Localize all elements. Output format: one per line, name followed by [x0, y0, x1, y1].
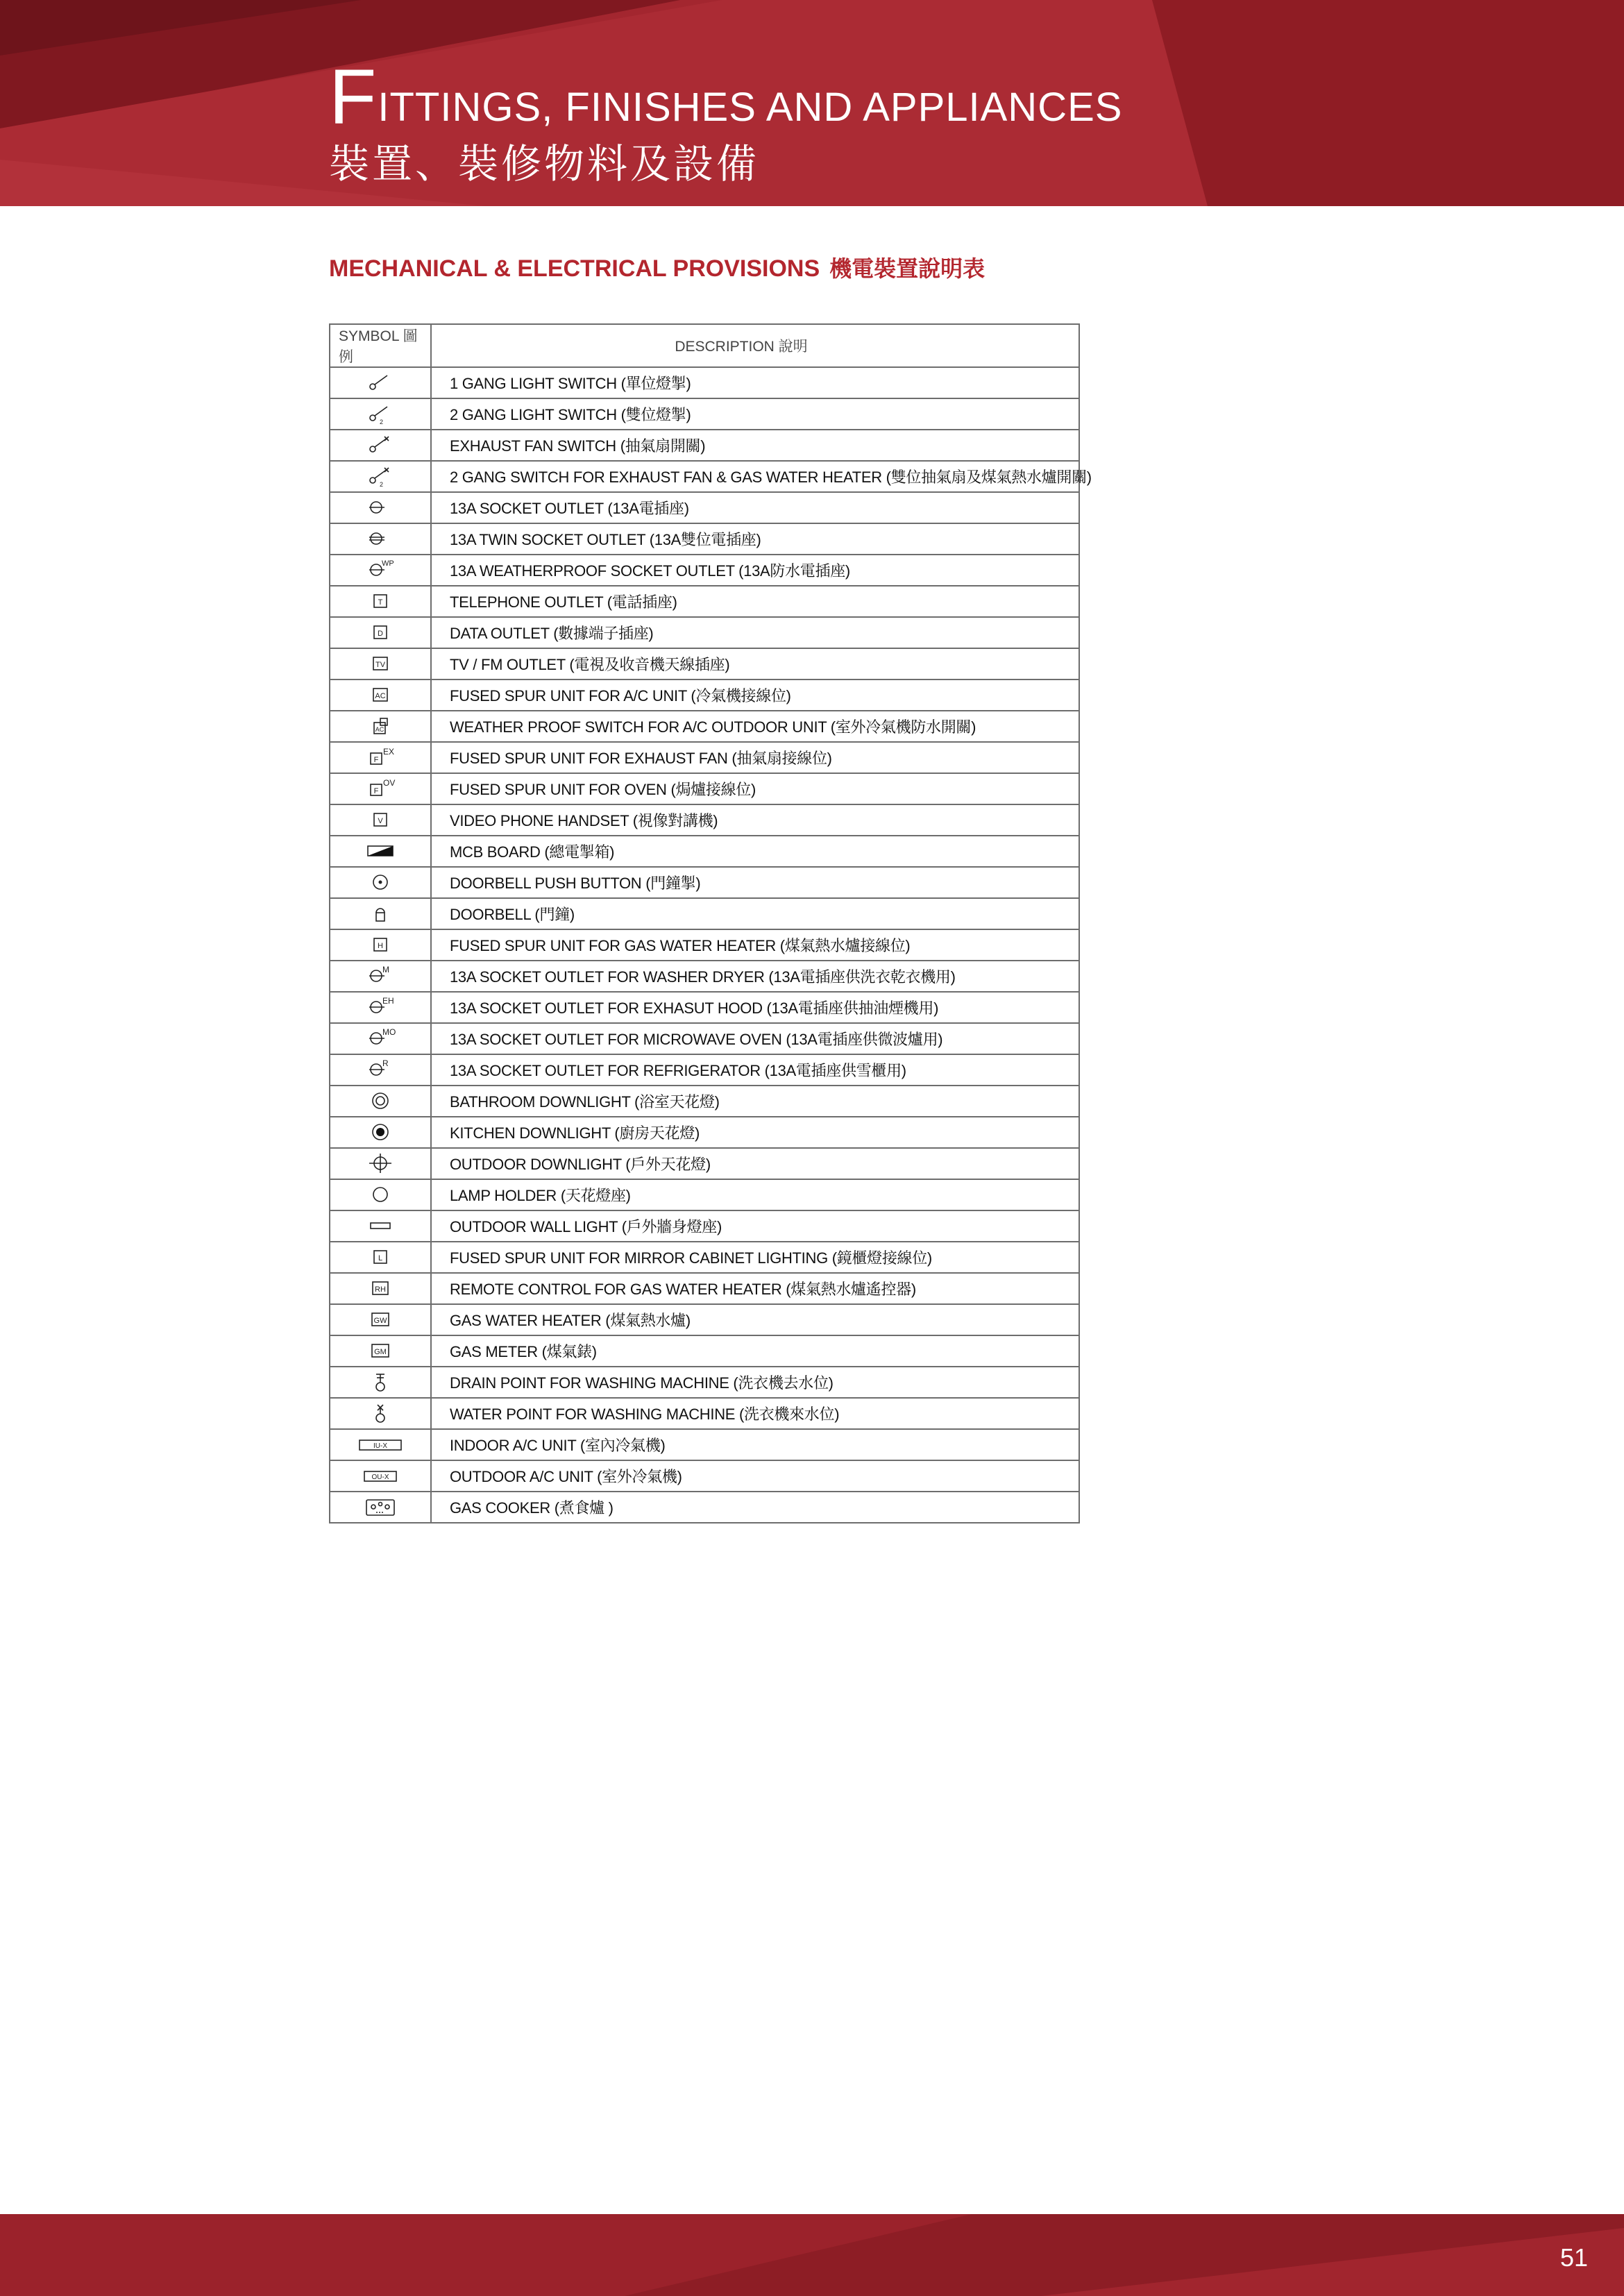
- description-cell: DATA OUTLET (數據端子插座): [431, 617, 1079, 648]
- description-cell: DOORBELL (門鐘): [431, 898, 1079, 929]
- description-cell: INDOOR A/C UNIT (室內冷氣機): [431, 1429, 1079, 1460]
- outdoor-wall-light-icon: [366, 1216, 394, 1237]
- exhaust-fan-spur-icon: [366, 748, 394, 768]
- svg-text:M: M: [382, 964, 389, 974]
- description-cell: FUSED SPUR UNIT FOR MIRROR CABINET LIGHTING (鏡櫃燈接線位): [431, 1242, 1079, 1273]
- description-cell: GAS COOKER (煮食爐 ): [431, 1492, 1079, 1523]
- description-cell: 13A SOCKET OUTLET FOR EXHASUT HOOD (13A電插座供抽油煙機用): [431, 992, 1079, 1023]
- mirror-cabinet-spur-icon: [366, 1247, 394, 1268]
- symbol-column-header: SYMBOL 圖例: [330, 324, 431, 367]
- description-cell: DRAIN POINT FOR WASHING MACHINE (洗衣機去水位): [431, 1367, 1079, 1398]
- symbol-cell: [330, 1117, 431, 1148]
- table-row: [330, 804, 1079, 836]
- indoor-ac-unit-icon: [359, 1435, 402, 1455]
- description-cell: 2 GANG LIGHT SWITCH (雙位燈掣): [431, 398, 1079, 430]
- description-cell: WATER POINT FOR WASHING MACHINE (洗衣機來水位): [431, 1398, 1079, 1429]
- table-row: [330, 430, 1079, 461]
- table-header-row: [330, 324, 1079, 367]
- symbol-cell: [330, 867, 431, 898]
- table-row: [330, 555, 1079, 586]
- telephone-outlet-icon: [366, 591, 394, 612]
- oven-spur-icon: [366, 779, 394, 800]
- table-row: [330, 1117, 1079, 1148]
- symbol-cell: [330, 648, 431, 679]
- symbol-cell: [330, 1023, 431, 1054]
- table-row: [330, 1148, 1079, 1179]
- section-heading: [329, 251, 985, 283]
- svg-text:D: D: [378, 629, 383, 638]
- symbol-cell: [330, 836, 431, 867]
- description-cell: LAMP HOLDER (天花燈座): [431, 1179, 1079, 1210]
- description-cell: EXHAUST FAN SWITCH (抽氣扇開關): [431, 430, 1079, 461]
- table-row: [330, 898, 1079, 929]
- video-phone-icon: [366, 810, 394, 831]
- table-row: [330, 1460, 1079, 1492]
- table-row: [330, 1242, 1079, 1273]
- 1-gang-switch-icon: [366, 373, 394, 394]
- symbol-cell: [330, 398, 431, 430]
- weatherproof-ac-switch-icon: [366, 716, 394, 737]
- doorbell-button-icon: [366, 872, 394, 893]
- table-row: [330, 523, 1079, 555]
- table-row: [330, 1492, 1079, 1523]
- table-row: [330, 1273, 1079, 1304]
- svg-text:IU-X: IU-X: [373, 1442, 387, 1450]
- description-cell: REMOTE CONTROL FOR GAS WATER HEATER (煤氣熱水爐遙控器): [431, 1273, 1079, 1304]
- water-point-icon: [366, 1403, 394, 1424]
- svg-text:2: 2: [380, 418, 384, 425]
- table-row: [330, 1179, 1079, 1210]
- description-cell: OUTDOOR DOWNLIGHT (戶外天花燈): [431, 1148, 1079, 1179]
- 2-gang-switch-icon: [366, 404, 394, 425]
- svg-text:MO: MO: [382, 1027, 396, 1037]
- description-cell: 13A TWIN SOCKET OUTLET (13A雙位電插座): [431, 523, 1079, 555]
- svg-text:AC: AC: [375, 725, 384, 733]
- svg-text:TV: TV: [375, 660, 386, 669]
- table-row: [330, 1210, 1079, 1242]
- description-cell: DOORBELL PUSH BUTTON (門鐘掣): [431, 867, 1079, 898]
- table-row: [330, 1335, 1079, 1367]
- table-row: [330, 711, 1079, 742]
- description-cell: FUSED SPUR UNIT FOR OVEN (焗爐接線位): [431, 773, 1079, 804]
- description-cell: OUTDOOR A/C UNIT (室外冷氣機): [431, 1460, 1079, 1492]
- symbol-cell: [330, 523, 431, 555]
- description-cell: FUSED SPUR UNIT FOR EXHAUST FAN (抽氣扇接線位): [431, 742, 1079, 773]
- symbol-cell: [330, 1148, 431, 1179]
- svg-text:WP: WP: [382, 559, 394, 568]
- kitchen-downlight-icon: [366, 1122, 394, 1143]
- exhaust-fan-switch-icon: [366, 435, 394, 456]
- symbol-cell: [330, 1210, 431, 1242]
- svg-text:F: F: [373, 786, 379, 795]
- description-cell: TELEPHONE OUTLET (電話插座): [431, 586, 1079, 617]
- symbol-cell: [330, 492, 431, 523]
- description-cell: KITCHEN DOWNLIGHT (廚房天花燈): [431, 1117, 1079, 1148]
- table-row: [330, 679, 1079, 711]
- table-row: [330, 1054, 1079, 1086]
- symbol-cell: [330, 1054, 431, 1086]
- symbol-cell: [330, 1367, 431, 1398]
- data-outlet-icon: [366, 623, 394, 643]
- footer-background: [0, 2214, 1624, 2296]
- description-cell: OUTDOOR WALL LIGHT (戶外牆身燈座): [431, 1210, 1079, 1242]
- page-number: 51: [1559, 2243, 1588, 2272]
- table-row: [330, 648, 1079, 679]
- refrigerator-socket-icon: [366, 1060, 394, 1081]
- washer-socket-icon: [366, 966, 394, 987]
- symbol-cell: [330, 1179, 431, 1210]
- symbol-cell: [330, 1429, 431, 1460]
- symbol-cell: [330, 804, 431, 836]
- svg-text:RH: RH: [375, 1285, 386, 1294]
- tv-fm-outlet-icon: [366, 654, 394, 675]
- description-cell: MCB BOARD (總電掣箱): [431, 836, 1079, 867]
- gas-heater-spur-icon: [366, 935, 394, 956]
- symbol-cell: [330, 742, 431, 773]
- svg-text:F: F: [373, 755, 379, 764]
- table-row: [330, 742, 1079, 773]
- page-title-chinese: 裝置、裝修物料及設備: [329, 140, 760, 187]
- svg-text:T: T: [378, 598, 383, 607]
- table-row: [330, 929, 1079, 961]
- description-cell: 13A SOCKET OUTLET (13A電插座): [431, 492, 1079, 523]
- table-row: [330, 492, 1079, 523]
- symbol-cell: [330, 430, 431, 461]
- table-row: [330, 1023, 1079, 1054]
- title-rest: ITTINGS, FINISHES AND APPLIANCES: [378, 85, 1123, 130]
- table-row: [330, 1367, 1079, 1398]
- description-cell: 13A SOCKET OUTLET FOR WASHER DRYER (13A電插座供洗衣乾衣機用): [431, 961, 1079, 992]
- description-cell: VIDEO PHONE HANDSET (視像對講機): [431, 804, 1079, 836]
- drain-point-icon: [366, 1372, 394, 1393]
- exhaust-hood-socket-icon: [366, 997, 394, 1018]
- header-banner: [0, 0, 1624, 206]
- table-row: [330, 836, 1079, 867]
- page-title: [329, 53, 1123, 140]
- bathroom-downlight-icon: [366, 1091, 394, 1112]
- description-cell: TV / FM OUTLET (電視及收音機天線插座): [431, 648, 1079, 679]
- description-cell: 1 GANG LIGHT SWITCH (單位燈掣): [431, 367, 1079, 398]
- 2-gang-fan-switch-icon: [366, 466, 394, 487]
- table-row: [330, 1398, 1079, 1429]
- description-cell: 13A SOCKET OUTLET FOR REFRIGERATOR (13A電插座供雪櫃用): [431, 1054, 1079, 1086]
- symbol-cell: [330, 555, 431, 586]
- twin-socket-outlet-icon: [366, 529, 394, 550]
- symbol-cell: [330, 1492, 431, 1523]
- table-row: [330, 617, 1079, 648]
- svg-text:EH: EH: [382, 995, 394, 1006]
- doorbell-icon: [366, 904, 394, 925]
- description-cell: FUSED SPUR UNIT FOR GAS WATER HEATER (煤氣熱水爐接線位): [431, 929, 1079, 961]
- table-row: [330, 1086, 1079, 1117]
- symbol-cell: [330, 1086, 431, 1117]
- svg-text:OU-X: OU-X: [371, 1473, 389, 1481]
- ac-spur-unit-icon: [366, 685, 394, 706]
- table-row: [330, 461, 1079, 492]
- description-cell: FUSED SPUR UNIT FOR A/C UNIT (冷氣機接線位): [431, 679, 1079, 711]
- table-row: [330, 773, 1079, 804]
- mcb-board-icon: [366, 841, 394, 862]
- svg-text:R: R: [382, 1058, 389, 1068]
- symbol-cell: [330, 1242, 431, 1273]
- description-cell: GAS METER (煤氣錶): [431, 1335, 1079, 1367]
- table-row: [330, 1429, 1079, 1460]
- table-row: [330, 961, 1079, 992]
- table-row: [330, 992, 1079, 1023]
- section-title-en: MECHANICAL & ELECTRICAL PROVISIONS: [329, 255, 820, 282]
- table-row: [330, 586, 1079, 617]
- symbol-cell: [330, 1335, 431, 1367]
- svg-text:H: H: [378, 941, 383, 950]
- description-column-header: DESCRIPTION 說明: [431, 324, 1079, 367]
- description-cell: BATHROOM DOWNLIGHT (浴室天花燈): [431, 1086, 1079, 1117]
- symbol-cell: [330, 586, 431, 617]
- description-cell: WEATHER PROOF SWITCH FOR A/C OUTDOOR UNIT (室外冷氣機防水開關): [431, 711, 1079, 742]
- socket-outlet-icon: [366, 498, 394, 518]
- table-row: [330, 398, 1079, 430]
- symbol-cell: [330, 1304, 431, 1335]
- microwave-socket-icon: [366, 1029, 394, 1049]
- title-initial: F: [329, 53, 378, 140]
- symbol-cell: [330, 898, 431, 929]
- description-cell: 13A SOCKET OUTLET FOR MICROWAVE OVEN (13A電插座供微波爐用): [431, 1023, 1079, 1054]
- svg-text:AC: AC: [375, 691, 386, 700]
- svg-text:V: V: [378, 816, 383, 825]
- symbol-cell: [330, 367, 431, 398]
- symbol-cell: [330, 1273, 431, 1304]
- gas-cooker-icon: [362, 1497, 398, 1518]
- outdoor-downlight-icon: [366, 1154, 394, 1174]
- symbol-cell: [330, 461, 431, 492]
- svg-text:OV: OV: [383, 777, 396, 788]
- table-body: [330, 367, 1092, 1523]
- svg-text:GW: GW: [373, 1316, 387, 1325]
- svg-text:GM: GM: [374, 1347, 387, 1356]
- table-row: [330, 867, 1079, 898]
- gas-water-heater-icon: [366, 1310, 394, 1331]
- footer-bar: [0, 2214, 1624, 2296]
- symbol-cell: [330, 929, 431, 961]
- symbol-cell: [330, 1460, 431, 1492]
- description-cell: 2 GANG SWITCH FOR EXHAUST FAN & GAS WATER HEATER (雙位抽氣扇及煤氣熱水爐開關): [431, 461, 1079, 492]
- section-title-zh: 機電裝置說明表: [829, 255, 986, 282]
- outdoor-ac-unit-icon: [361, 1466, 400, 1487]
- svg-text:L: L: [378, 1253, 383, 1263]
- provisions-table: [329, 323, 1092, 1523]
- symbol-cell: [330, 617, 431, 648]
- weatherproof-socket-icon: [366, 560, 394, 581]
- symbol-cell: [330, 679, 431, 711]
- remote-control-icon: [366, 1278, 394, 1299]
- symbol-cell: [330, 773, 431, 804]
- symbol-cell: [330, 961, 431, 992]
- table-row: [330, 367, 1079, 398]
- svg-text:2: 2: [380, 480, 384, 488]
- symbol-cell: [330, 992, 431, 1023]
- description-cell: GAS WATER HEATER (煤氣熱水爐): [431, 1304, 1079, 1335]
- description-cell: 13A WEATHERPROOF SOCKET OUTLET (13A防水電插座): [431, 555, 1079, 586]
- symbol-cell: [330, 1398, 431, 1429]
- svg-text:EX: EX: [383, 746, 395, 757]
- symbol-cell: [330, 711, 431, 742]
- lamp-holder-icon: [366, 1185, 394, 1206]
- table-row: [330, 1304, 1079, 1335]
- gas-meter-icon: [366, 1341, 394, 1362]
